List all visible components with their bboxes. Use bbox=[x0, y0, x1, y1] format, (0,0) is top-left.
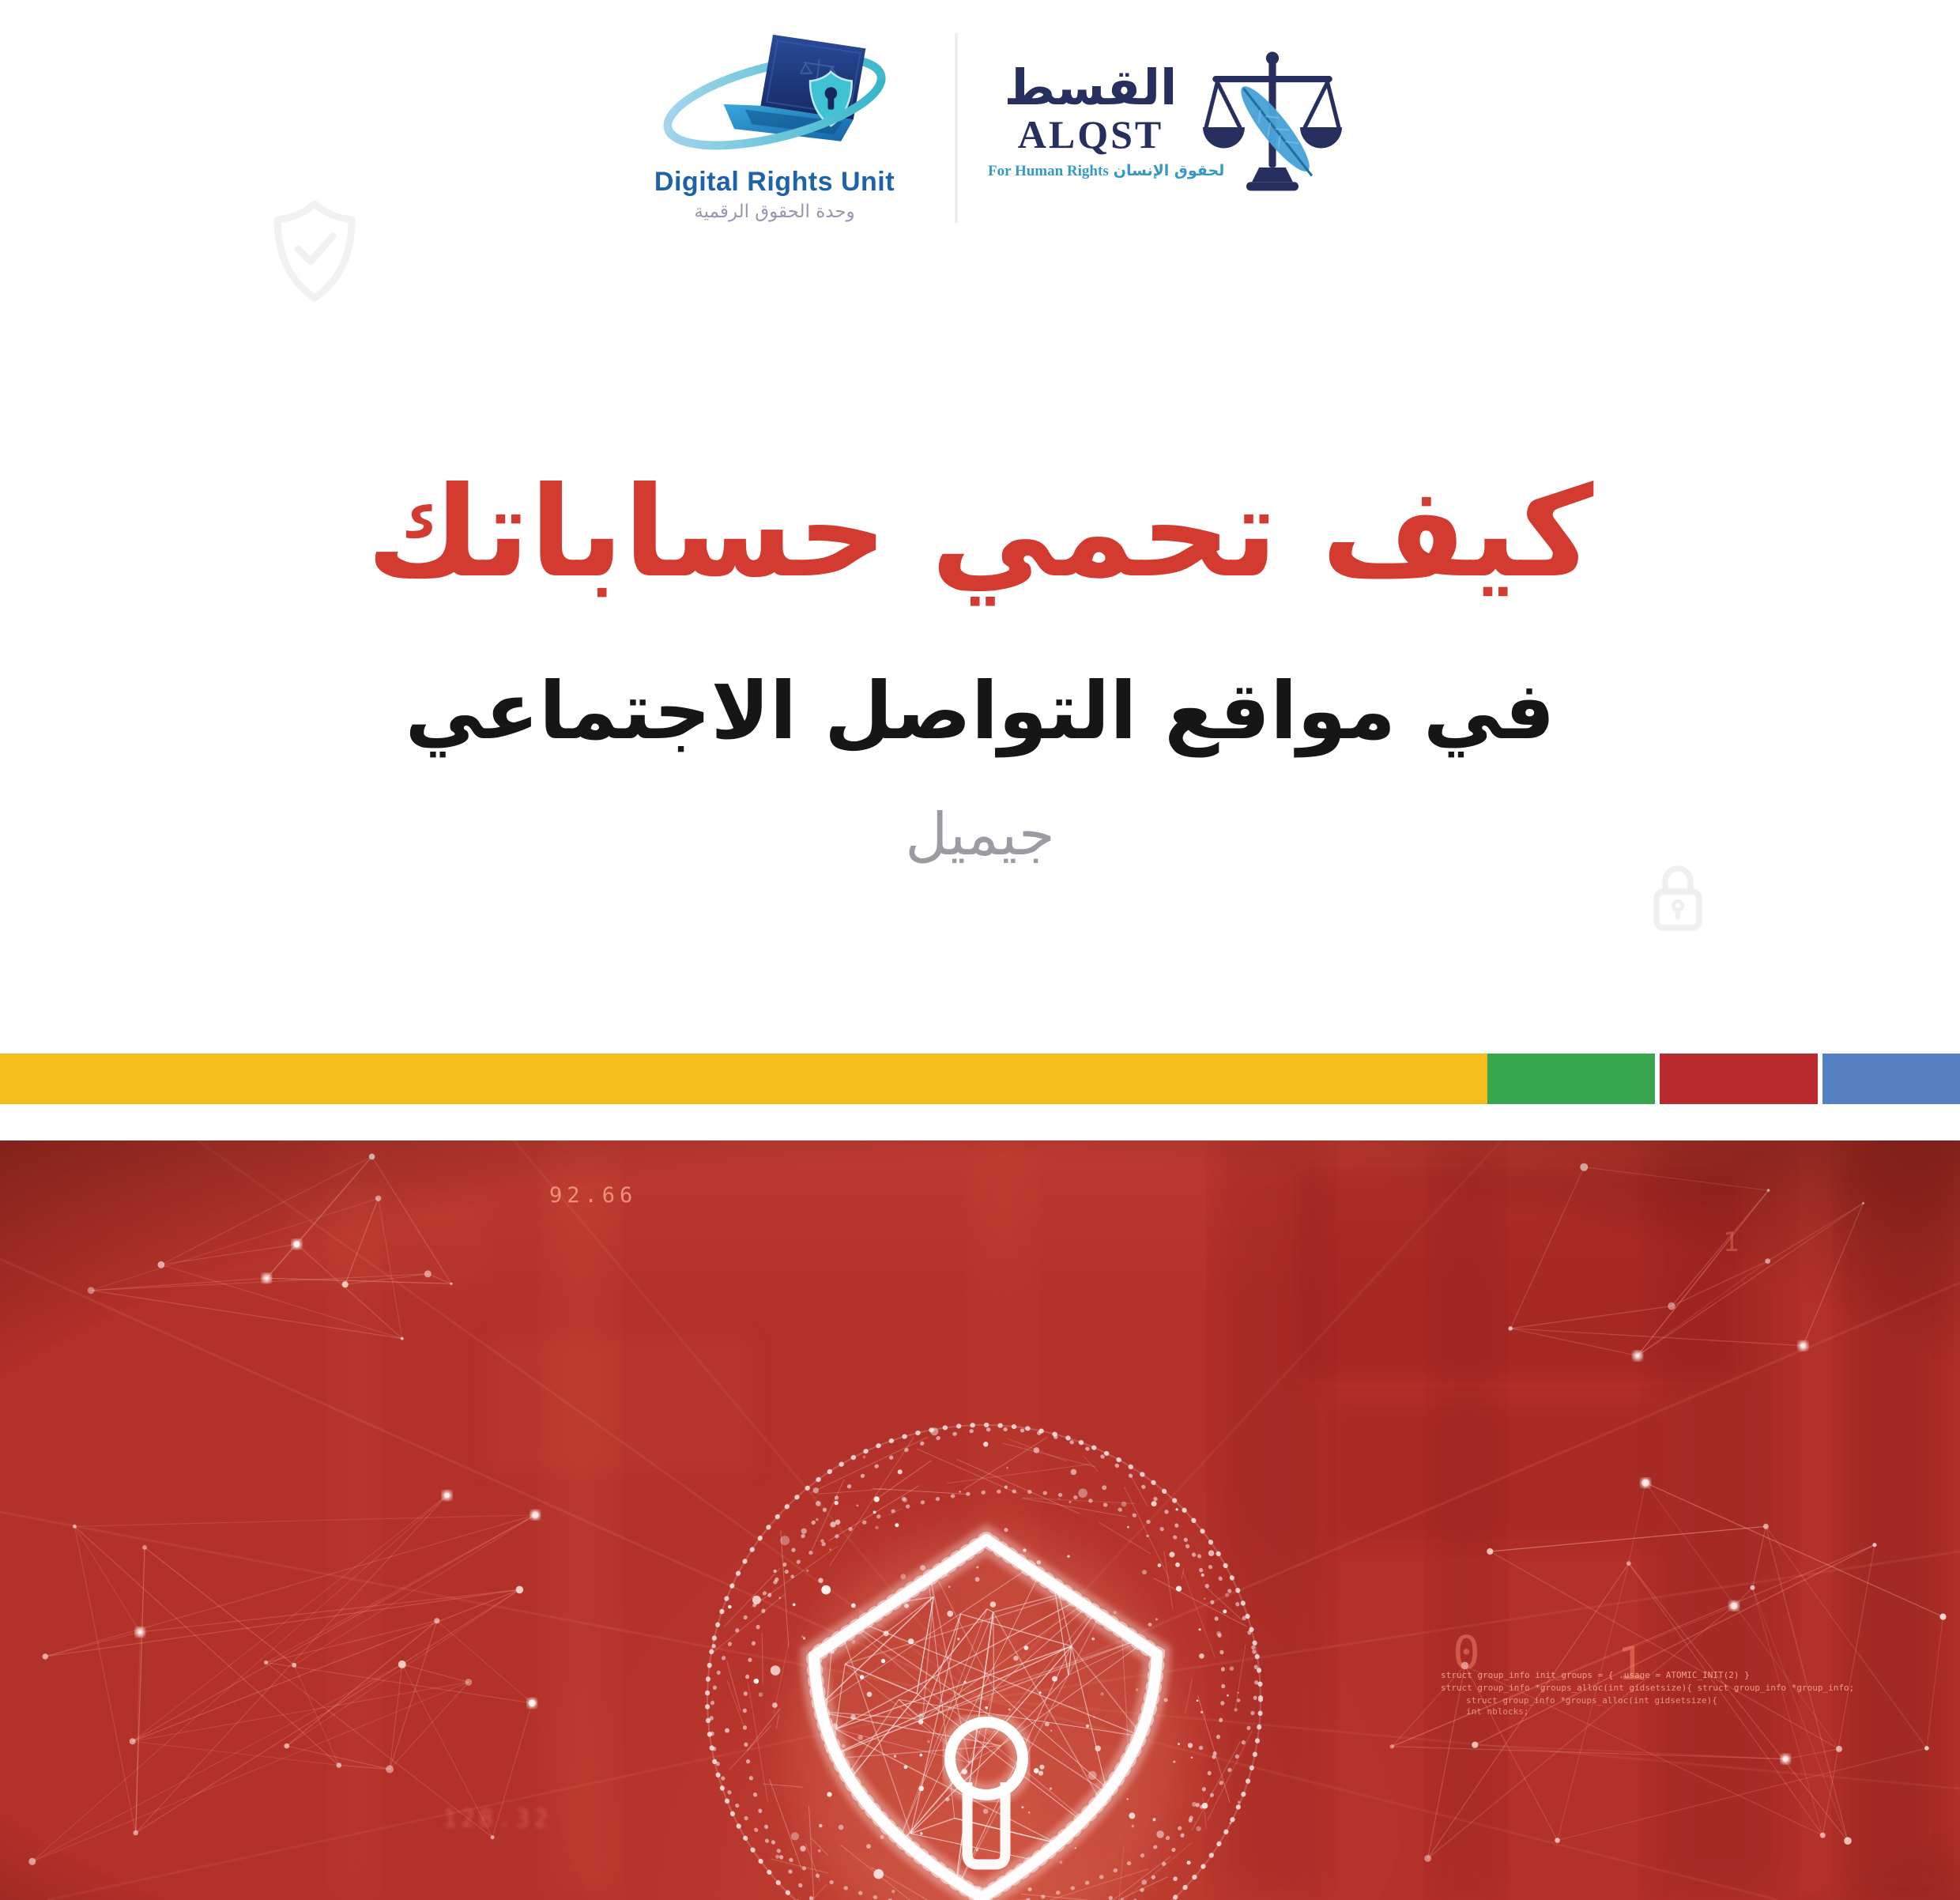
shield-check-icon bbox=[270, 198, 360, 307]
vignette-overlay bbox=[0, 1140, 1960, 1900]
digital-rights-unit-logo bbox=[624, 28, 925, 222]
header-divider bbox=[955, 33, 958, 223]
digital-rights-unit-name-arabic: وحدة الحقوق الرقمية bbox=[694, 202, 855, 223]
hero-image bbox=[0, 1140, 1960, 1900]
scales-of-justice-icon bbox=[1203, 47, 1344, 202]
page-title: كيف تحمي حساباتك bbox=[366, 459, 1594, 605]
alqst-name-latin: ALQST bbox=[1017, 112, 1164, 156]
alqst-tagline-arabic: لحقوق الإنسان bbox=[1113, 161, 1225, 179]
platform-label: جيميل bbox=[905, 801, 1055, 869]
laptop-security-icon bbox=[656, 28, 893, 168]
alqst-name-arabic: القسط bbox=[1004, 58, 1178, 116]
stripe-segment-red bbox=[1660, 1054, 1818, 1104]
digital-rights-unit-name: Digital Rights Unit bbox=[654, 167, 895, 197]
cyber-shield-artwork bbox=[0, 1140, 1960, 1900]
stripe-segment-yellow bbox=[0, 1054, 1487, 1104]
stripe-segment-green bbox=[1487, 1054, 1655, 1104]
page-subtitle: في مواقع التواصل الاجتماعي bbox=[405, 665, 1555, 757]
alqst-tagline-english: For Human Rights bbox=[988, 162, 1109, 179]
stripe-segment-blue bbox=[1822, 1054, 1960, 1104]
alqst-tagline bbox=[988, 161, 1225, 180]
color-stripe bbox=[0, 1054, 1960, 1104]
